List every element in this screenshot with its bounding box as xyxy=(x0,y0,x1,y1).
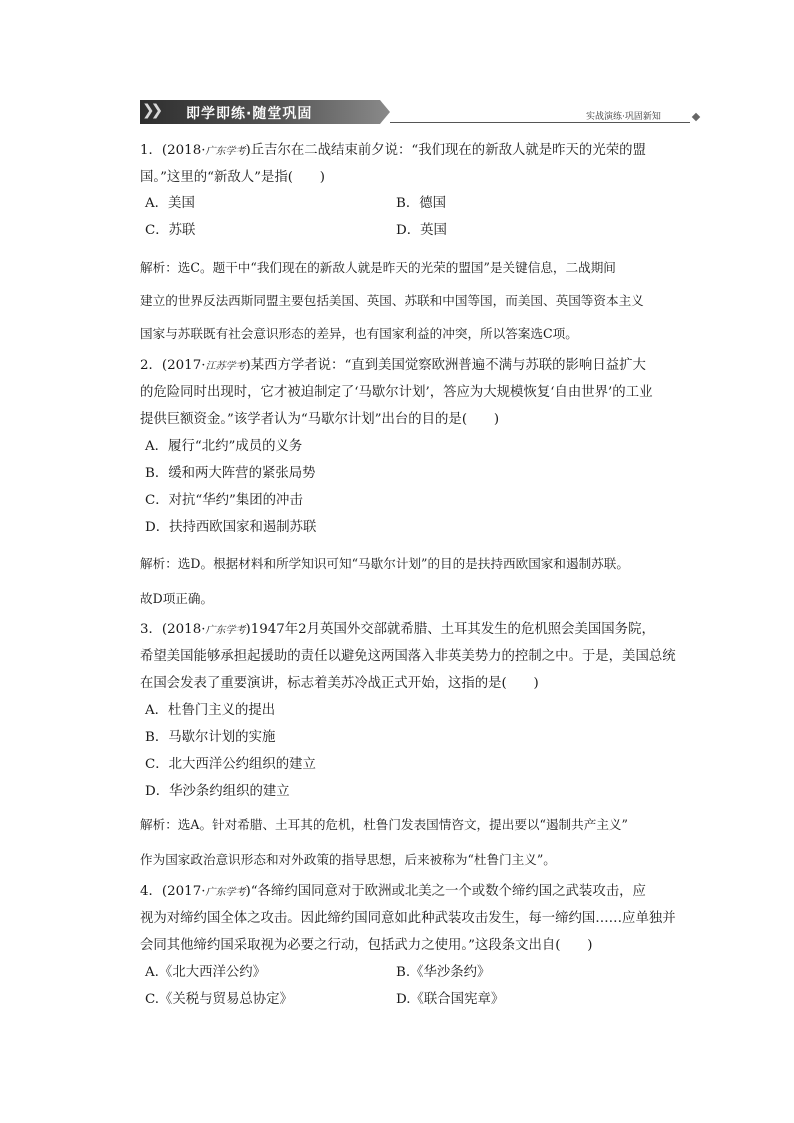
q2-option-c: C．对抗“华约”集团的冲击 xyxy=(145,493,303,508)
diamond-icon xyxy=(692,113,700,121)
q2-option-a: A．履行“北约”成员的义务 xyxy=(145,439,303,454)
q2-option-b: B．缓和两大阵营的紧张局势 xyxy=(145,466,316,481)
source-tag: 广东学考 xyxy=(205,146,246,157)
q1-analysis-line-3: 国家与苏联既有社会意识形态的差异，也有国家利益的冲突，所以答案选C项。 xyxy=(140,326,578,341)
q1-analysis-line-1: 解析：选C。题干中“我们现在的新敌人就是昨天的光荣的盟国”是关键信息，二战期间 xyxy=(140,260,616,275)
q2-analysis-line-1: 解析：选D。根据材料和所学知识可知“马歇尔计划”的目的是扶持西欧国家和遏制苏联。 xyxy=(140,556,629,571)
question-4-stem-line-3: 会同其他缔约国采取视为必要之行动，包括武力之使用。”这段条文出自( ) xyxy=(140,938,593,953)
q4-option-d: D.《联合国宪章》 xyxy=(396,992,505,1007)
question-1-stem-cont: 国。”这里的“新敌人”是指( ) xyxy=(140,170,325,185)
source-tag: 广东学考 xyxy=(205,625,246,636)
source-tag: 广东学考 xyxy=(205,887,246,898)
q1-option-d: D．英国 xyxy=(396,223,447,238)
question-4-stem: 4．(2017·广东学考)“各缔约国同意对于欧洲或北美之一个或数个缔约国之武装攻击，应 xyxy=(140,884,646,899)
source-tag: 江苏学考 xyxy=(205,361,246,372)
q3-option-c: C．北大西洋公约组织的建立 xyxy=(145,757,316,772)
q3-option-d: D．华沙条约组织的建立 xyxy=(145,784,290,799)
q3-analysis-line-2: 作为国家政治意识形态和对外政策的指导思想，后来被称为“杜鲁门主义”。 xyxy=(140,852,556,867)
q1-option-b: B．德国 xyxy=(396,196,447,211)
q3-analysis-line-1: 解析：选A。针对希腊、土耳其的危机，杜鲁门发表国情咨文，提出要以“遏制共产主义” xyxy=(140,817,628,832)
q1-analysis-line-2: 建立的世界反法西斯同盟主要包括美国、英国、苏联和中国等国，而美国、英国等资本主义 xyxy=(140,293,644,308)
q3-option-b: B．马歇尔计划的实施 xyxy=(145,730,276,745)
q4-option-a: A.《北大西洋公约》 xyxy=(145,965,267,980)
question-3-stem-line-2: 希望美国能够承担起援助的责任以避免这两国落入非英美势力的控制之中。于是，美国总统 xyxy=(140,649,676,664)
question-1-stem: 1．(2018·广东学考)丘吉尔在二战结束前夕说：“我们现在的新敌人就是昨天的光荣的盟 xyxy=(140,143,646,158)
q1-option-c: C．苏联 xyxy=(145,223,196,238)
q3-option-a: A．杜鲁门主义的提出 xyxy=(145,703,276,718)
section-banner xyxy=(140,100,390,124)
q4-option-b: B.《华沙条约》 xyxy=(396,965,491,980)
question-3-stem: 3．(2018·广东学考)1947年2月英国外交部就希腊、土耳其发生的危机照会美国国务院， xyxy=(140,622,655,637)
question-2-stem-line-3: 提供巨额资金。”该学者认为“马歇尔计划”出台的目的是( ) xyxy=(140,412,500,427)
header-rule xyxy=(390,122,690,123)
q4-option-c: C.《关税与贸易总协定》 xyxy=(145,992,293,1007)
corner-label: 实战演练·巩固新知 xyxy=(586,112,661,122)
q1-option-a: A．美国 xyxy=(145,196,195,211)
question-2-stem: 2．(2017·江苏学考)某西方学者说：“直到美国觉察欧洲普遍不满与苏联的影响日益扩大 xyxy=(140,358,646,373)
q2-analysis-line-2: 故D项正确。 xyxy=(140,591,214,606)
section-title: 即学即练·随堂巩固 xyxy=(186,106,313,122)
q2-option-d: D．扶持西欧国家和遏制苏联 xyxy=(145,520,317,535)
question-3-stem-line-3: 在国会发表了重要演讲，标志着美苏冷战正式开始，这指的是( ) xyxy=(140,676,539,691)
question-4-stem-line-2: 视为对缔约国全体之攻击。因此缔约国同意如此种武装攻击发生，每一缔约国……应单独并 xyxy=(140,911,676,926)
question-2-stem-line-2: 的危险同时出现时，它才被迫制定了‘马歇尔计划’，答应为大规模恢复‘自由世界’的工业 xyxy=(140,385,653,400)
double-chevron-icon: ❯❯ xyxy=(142,101,160,119)
